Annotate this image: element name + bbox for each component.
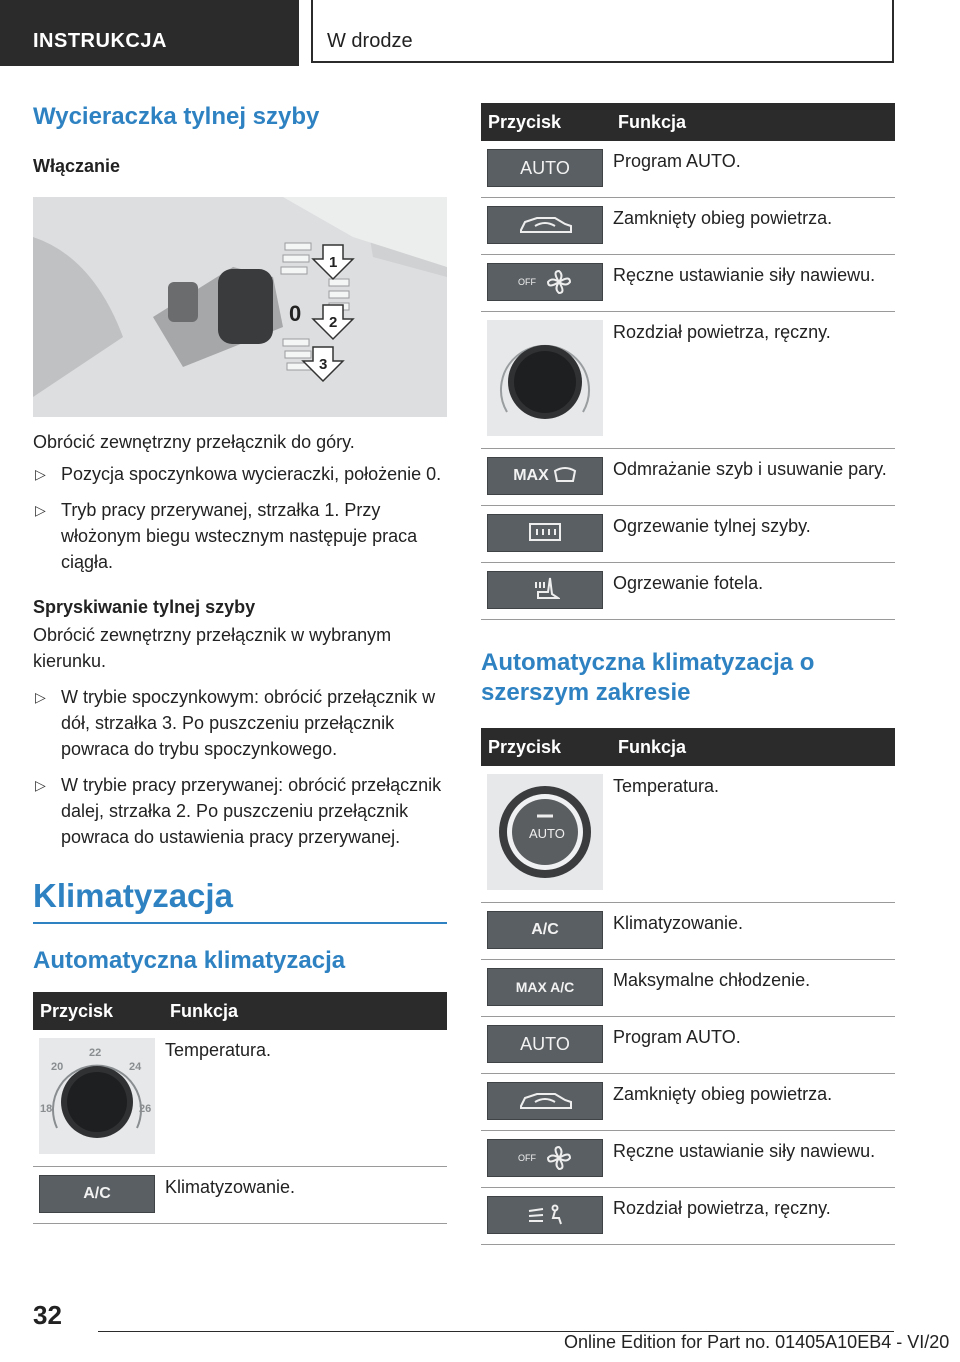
table-row [33,1030,447,1167]
knob-auto-label: AUTO [529,826,565,841]
function-text: Rozdział powietrza, ręczny. [609,312,895,449]
edition-text: Online Edition for Part no. 01405A10EB4 - VI/20 [564,1332,950,1352]
function-text: Maksymalne chłodzenie. [609,960,895,1017]
function-text: Klimatyzowanie. [161,1167,447,1224]
table-row [481,141,895,198]
max-label: MAX [513,467,549,484]
extended-climate-heading: Automatyczna klimatyzacja o szerszym zakresie [481,649,815,706]
air-distribution-icon [487,1196,603,1234]
table-row [481,449,895,506]
temp-mark: 26 [139,1103,152,1115]
function-text: Rozdział powietrza, ręczny. [609,1188,895,1245]
table-row [481,1188,895,1245]
fan-icon [487,1139,603,1177]
table-row [481,960,895,1017]
function-text: Ogrzewanie fotela. [609,563,895,620]
ac-button-icon: A/C [487,911,603,949]
column-header-button: Przycisk [33,992,161,1030]
function-text: Program AUTO. [609,1017,895,1074]
page-header [0,0,960,66]
washer-text: Obrócić zewnętrzny przełącznik w wybranym kierunku. [33,625,392,671]
auto-climate-table [33,992,447,1224]
column-header-function: Funkcja [609,728,895,766]
climate-buttons-table [481,103,895,620]
auto-button-icon: AUTO [487,149,603,187]
section-label: INSTRUKCJA [33,30,167,52]
table-row [481,1131,895,1188]
temperature-knob-icon [39,1038,155,1154]
car-recirculation-icon [487,1082,603,1120]
function-text: Program AUTO. [609,141,895,198]
auto-button-icon: AUTO [487,1025,603,1063]
washer-bullets [33,684,447,850]
switching-on-heading: Włączanie [33,156,121,176]
air-distribution-knob-icon [487,320,603,436]
wiper-lever-photo [33,197,447,417]
column-header-button: Przycisk [481,103,609,141]
table-row [481,506,895,563]
fan-icon [487,263,603,301]
fan-off-label: OFF [518,1153,536,1163]
chapter-tab [311,0,894,63]
bullet-triangle-icon: ▷ [35,502,46,518]
temperature-auto-knob-icon [487,774,603,890]
klimatyzacja-heading: Klimatyzacja [33,876,447,924]
column-header-button: Przycisk [481,728,609,766]
rear-wiper-heading: Wycieraczka tylnej szyby [33,103,320,130]
table-row [481,255,895,312]
table-row [481,198,895,255]
function-text: Ręczne ustawianie siły nawiewu. [609,255,895,312]
list-item: ▷ Tryb pracy przerywanej, strzałka 1. Przy włożonym biegu wstecznym następuje praca ciągła. [33,497,447,575]
function-text: Odmrażanie szyb i usuwanie pary. [609,449,895,506]
temp-mark: 18 [40,1103,53,1115]
table-row [481,1074,895,1131]
table-row [481,766,895,903]
max-ac-button-icon: MAX A/C [487,968,603,1006]
function-text: Zamknięty obieg powietrza. [609,1074,895,1131]
bullet-triangle-icon: ▷ [35,466,46,482]
wiper-bullets [33,461,447,575]
arrow-1-label: 1 [329,254,338,271]
table-row [33,1167,447,1224]
car-recirculation-icon [487,206,603,244]
table-row [481,563,895,620]
section-tab [0,0,299,66]
temp-mark: 20 [51,1061,64,1073]
function-text: Ogrzewanie tylnej szyby. [609,506,895,563]
temp-mark: 24 [129,1061,142,1073]
column-header-function: Funkcja [161,992,447,1030]
table-row [481,1017,895,1074]
table-row [481,903,895,960]
washer-heading: Spryskiwanie tylnej szyby [33,597,256,617]
function-text: Klimatyzowanie. [609,903,895,960]
table-row [481,312,895,449]
column-header-function: Funkcja [609,103,895,141]
bullet-triangle-icon: ▷ [35,689,46,705]
function-text: Temperatura. [609,766,895,903]
function-text: Ręczne ustawianie siły nawiewu. [609,1131,895,1188]
rotate-up-text: Obrócić zewnętrzny przełącznik do góry. [33,432,355,452]
wiper-lever-illustration [33,197,447,417]
list-item: ▷ W trybie spoczynkowym: obrócić przełącznik w dół, strzałka 3. Po puszczeniu przełącznik powraca do trybu spoczynkowego. [33,684,447,762]
fan-off-label: OFF [518,277,536,287]
function-text: Temperatura. [161,1030,447,1167]
arrow-2-label: 2 [329,314,338,331]
max-defrost-icon [487,457,603,495]
auto-climate-heading: Automatyczna klimatyzacja [33,947,346,974]
right-column [481,103,895,1245]
chapter-label: W drodze [327,30,413,52]
seat-heating-icon [487,571,603,609]
left-column [33,100,447,1224]
bullet-triangle-icon: ▷ [35,777,46,793]
extended-climate-table [481,728,895,1245]
function-text: Zamknięty obieg powietrza. [609,198,895,255]
list-item: ▷ Pozycja spoczynkowa wycieraczki, położenie 0. [33,461,447,487]
arrow-3-label: 3 [319,356,328,373]
position-0-label: 0 [289,301,302,326]
page-number: 32 [33,1300,62,1330]
rear-window-heating-icon [487,514,603,552]
list-item: ▷ W trybie pracy przerywanej: obrócić przełącznik dalej, strzałka 2. Po puszczeniu przełącznik powraca do ustawienia pracy przerywanej. [33,772,447,850]
temp-mark: 22 [89,1047,102,1059]
ac-button-icon: A/C [39,1175,155,1213]
